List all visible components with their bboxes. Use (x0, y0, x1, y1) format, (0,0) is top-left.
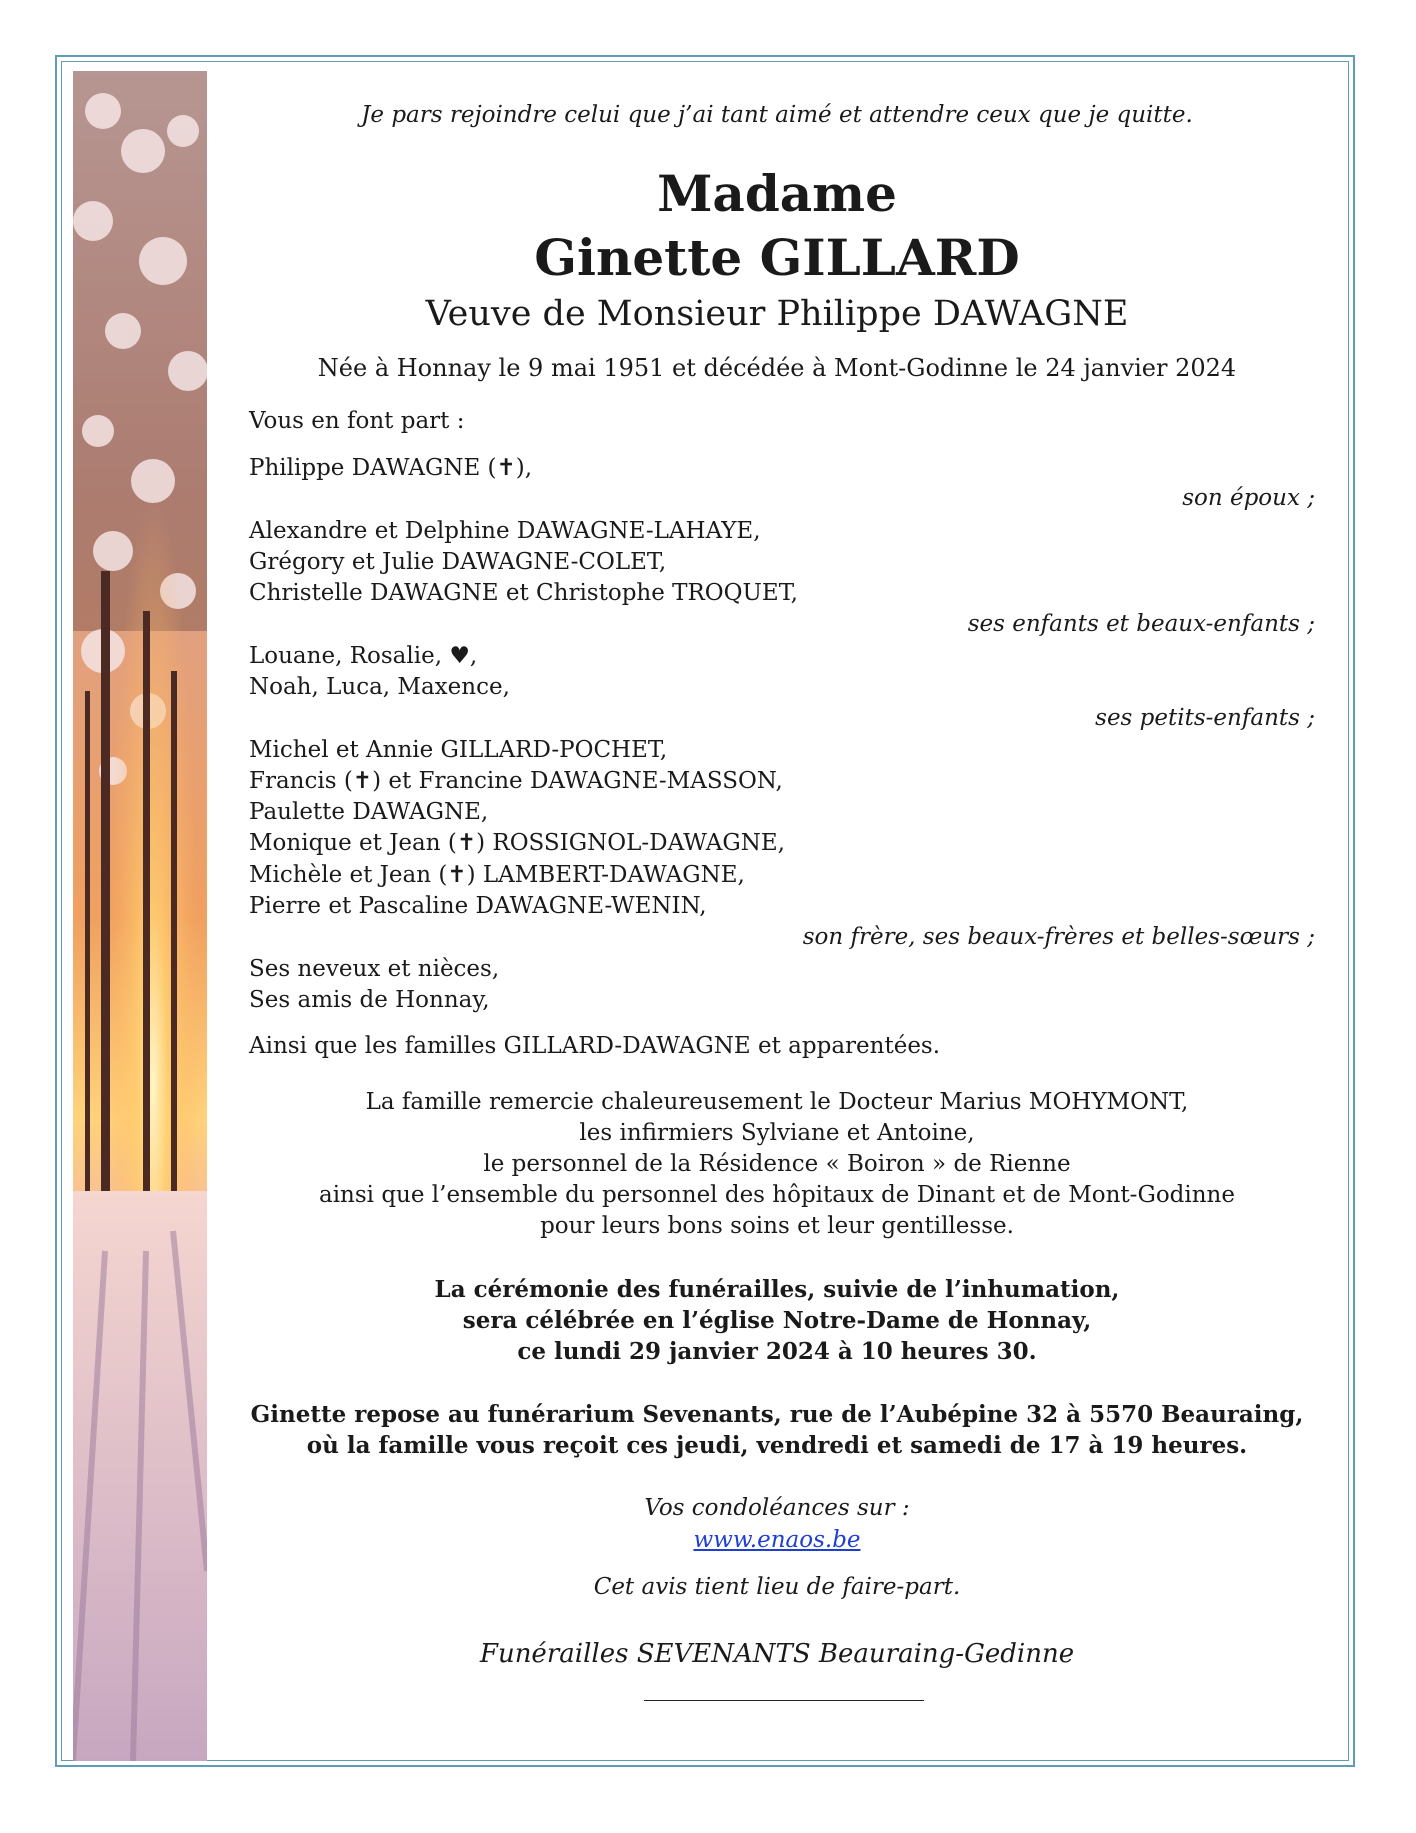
families-line: Ainsi que les familles GILLARD-DAWAGNE et apparentées. (249, 1033, 941, 1059)
widow-of: Veuve de Monsieur Philippe DAWAGNE (425, 294, 1129, 334)
family-role: son époux ; (1182, 485, 1315, 511)
thanks-line: ainsi que l’ensemble du personnel des hôpitaux de Dinant et de Mont-Godinne (318, 1182, 1235, 1208)
family-role: ses enfants et beaux-enfants ; (967, 611, 1315, 637)
family-line: Philippe DAWAGNE (✝), (249, 455, 533, 481)
family-line: Ses amis de Honnay, (249, 987, 490, 1013)
rest-line: Ginette repose au funérarium Sevenants, rue de l’Aubépine 32 à 5570 Beauraing, (250, 1401, 1304, 1428)
notice-line: Cet avis tient lieu de faire-part. (593, 1574, 961, 1600)
family-line: Michèle et Jean (✝) LAMBERT-DAWAGNE, (249, 862, 745, 888)
intro-line: Vous en font part : (249, 408, 465, 434)
rest-line: où la famille vous reçoit ces jeudi, vendredi et samedi de 17 à 19 heures. (306, 1432, 1248, 1459)
ceremony-line: ce lundi 29 janvier 2024 à 10 heures 30. (517, 1338, 1037, 1365)
family-line: Monique et Jean (✝) ROSSIGNOL-DAWAGNE, (249, 830, 785, 856)
family-role: ses petits-enfants ; (1095, 705, 1315, 731)
family-line: Paulette DAWAGNE, (249, 799, 489, 825)
funeral-home: Funérailles SEVENANTS Beauraing-Gedinne (479, 1639, 1075, 1669)
family-line: Ses neveux et nièces, (249, 956, 500, 982)
winter-forest-photo (73, 71, 207, 1761)
family-line: Pierre et Pascaline DAWAGNE-WENIN, (249, 893, 707, 919)
thanks-line: les infirmiers Sylviane et Antoine, (579, 1120, 975, 1146)
family-line: Grégory et Julie DAWAGNE-COLET, (249, 549, 667, 575)
family-line: Michel et Annie GILLARD-POCHET, (249, 737, 668, 763)
thanks-line: La famille remercie chaleureusement le Docteur Marius MOHYMONT, (365, 1089, 1189, 1115)
ceremony-line: La cérémonie des funérailles, suivie de l’inhumation, (434, 1276, 1120, 1303)
divider (644, 1700, 924, 1701)
ceremony-line: sera célébrée en l’église Notre-Dame de Honnay, (462, 1307, 1092, 1334)
family-line: Francis (✝) et Francine DAWAGNE-MASSON, (249, 768, 783, 794)
birth-death-dates: Née à Honnay le 9 mai 1951 et décédée à Mont-Godinne le 24 janvier 2024 (317, 354, 1237, 382)
family-role: son frère, ses beaux-frères et belles-sœurs ; (802, 924, 1315, 950)
family-line: Christelle DAWAGNE et Christophe TROQUET, (249, 580, 798, 606)
family-line: Noah, Luca, Maxence, (249, 674, 510, 700)
deceased-name: Ginette GILLARD (534, 228, 1020, 287)
thanks-line: le personnel de la Résidence « Boiron » de Rienne (483, 1151, 1071, 1177)
family-line: Alexandre et Delphine DAWAGNE-LAHAYE, (249, 518, 761, 544)
thanks-line: pour leurs bons soins et leur gentillesse. (540, 1213, 1014, 1239)
condolences-label: Vos condoléances sur : (644, 1495, 910, 1521)
opening-quote: Je pars rejoindre celui que j’ai tant aimé et attendre ceux que je quitte. (361, 102, 1193, 128)
honorific: Madame (657, 164, 897, 223)
obituary-content (207, 71, 1347, 1761)
condolences-link[interactable]: www.enaos.be (693, 1527, 861, 1553)
family-line: Louane, Rosalie, ♥, (249, 643, 478, 669)
